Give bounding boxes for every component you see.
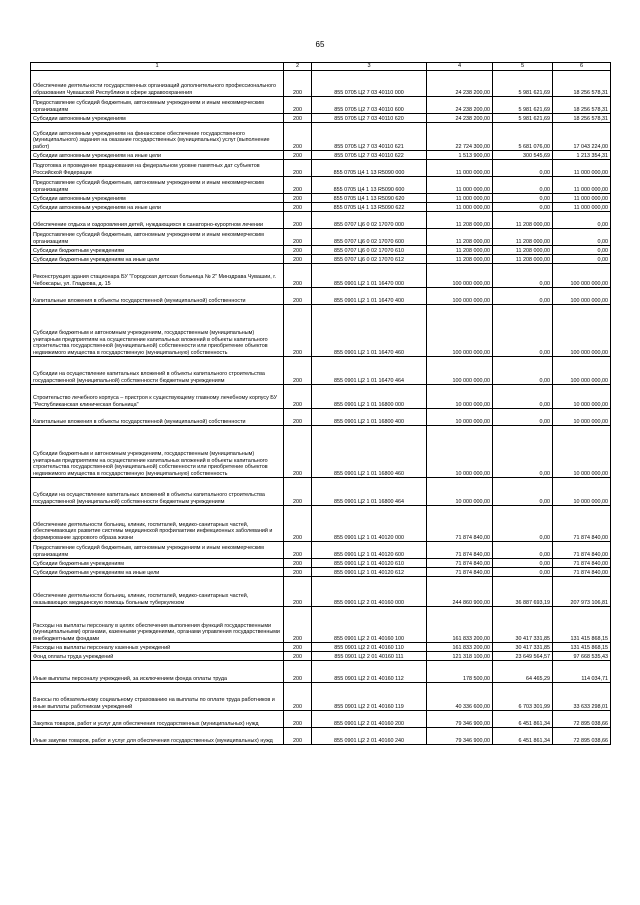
row-approved-amount-cell: 10 000 000,00 [427, 426, 493, 478]
row-remaining-amount-cell: 11 000 000,00 [553, 160, 611, 177]
table-row [31, 246, 611, 255]
row-code-cell: 200 [284, 357, 312, 385]
row-name-cell: Фонд оплаты труда учреждений [31, 652, 284, 661]
table-row [31, 212, 611, 229]
row-classification-cell: 855 0705 Ц2 7 03 40110 621 [312, 123, 427, 151]
row-code-cell: 200 [284, 409, 312, 426]
column-header: 1 [31, 63, 284, 71]
row-executed-amount-cell: 0,00 [493, 506, 553, 542]
row-remaining-amount-cell: 11 000 000,00 [553, 203, 611, 212]
table-row [31, 711, 611, 728]
row-remaining-amount-cell: 0,00 [553, 246, 611, 255]
row-executed-amount-cell: 11 208 000,00 [493, 229, 553, 246]
row-remaining-amount-cell: 0,00 [553, 255, 611, 264]
row-classification-cell: 855 0705 Ц2 7 03 40110 620 [312, 114, 427, 123]
row-executed-amount-cell: 6 451 861,34 [493, 711, 553, 728]
row-remaining-amount-cell: 18 256 578,31 [553, 97, 611, 114]
row-classification-cell: 855 0901 Ц2 1 01 16800 460 [312, 426, 427, 478]
row-approved-amount-cell: 11 208 000,00 [427, 255, 493, 264]
column-header: 3 [312, 63, 427, 71]
row-remaining-amount-cell: 10 000 000,00 [553, 385, 611, 409]
row-name-cell: Субсидии бюджетным учреждениям на иные цели [31, 568, 284, 577]
row-code-cell: 200 [284, 97, 312, 114]
table-row [31, 151, 611, 160]
row-classification-cell: 855 0901 Ц2 1 01 40120 600 [312, 542, 427, 559]
row-name-cell: Субсидии автономным учреждениям [31, 194, 284, 203]
row-approved-amount-cell: 10 000 000,00 [427, 409, 493, 426]
row-code-cell: 200 [284, 683, 312, 711]
table-row [31, 357, 611, 385]
row-executed-amount-cell: 5 981 621,69 [493, 97, 553, 114]
row-remaining-amount-cell: 71 874 840,00 [553, 559, 611, 568]
table-row [31, 559, 611, 568]
row-approved-amount-cell: 11 208 000,00 [427, 212, 493, 229]
row-approved-amount-cell: 1 513 900,00 [427, 151, 493, 160]
row-executed-amount-cell: 0,00 [493, 385, 553, 409]
row-code-cell: 200 [284, 212, 312, 229]
row-approved-amount-cell: 121 318 100,00 [427, 652, 493, 661]
row-name-cell: Расходы на выплаты персоналу казенных учреждений [31, 643, 284, 652]
table-row [31, 123, 611, 151]
row-classification-cell: 855 0901 Ц2 1 01 16470 400 [312, 288, 427, 305]
row-remaining-amount-cell: 71 874 840,00 [553, 542, 611, 559]
row-classification-cell: 855 0705 Ц4 1 13 R5090 620 [312, 194, 427, 203]
row-code-cell: 200 [284, 255, 312, 264]
row-remaining-amount-cell: 10 000 000,00 [553, 426, 611, 478]
row-executed-amount-cell: 0,00 [493, 542, 553, 559]
row-executed-amount-cell: 5 981 621,69 [493, 71, 553, 97]
row-name-cell: Подготовка и проведение празднования на федеральном уровне памятных дат субъектов Российской Федерации [31, 160, 284, 177]
table-header-row [31, 63, 611, 71]
column-header: 6 [553, 63, 611, 71]
column-header: 5 [493, 63, 553, 71]
row-executed-amount-cell: 0,00 [493, 357, 553, 385]
row-approved-amount-cell: 10 000 000,00 [427, 385, 493, 409]
budget-table [30, 62, 611, 745]
row-classification-cell: 855 0707 Ц6 0 02 17070 000 [312, 212, 427, 229]
row-classification-cell: 855 0901 Ц2 2 01 40160 111 [312, 652, 427, 661]
table-row [31, 255, 611, 264]
row-classification-cell: 855 0707 Ц6 0 02 17070 612 [312, 255, 427, 264]
row-approved-amount-cell: 11 208 000,00 [427, 229, 493, 246]
table-row [31, 229, 611, 246]
row-classification-cell: 855 0705 Ц2 7 03 40110 622 [312, 151, 427, 160]
row-code-cell: 200 [284, 288, 312, 305]
table-row [31, 114, 611, 123]
row-name-cell: Расходы на выплаты персоналу в целях обеспечения выполнения функций государственными (муниципальными) органами, казенными учреждениями, органами управления государственными внебюджетными фондами [31, 607, 284, 643]
row-name-cell: Строительство лечебного корпуса – пристроя к существующему главному лечебному корпусу БУ "Республиканская клиническая больница" [31, 385, 284, 409]
row-name-cell: Обеспечение деятельности больниц, клиник, госпиталей, медико-санитарных частей, оказывающих медицинскую помощь больным туберкулезом [31, 577, 284, 607]
row-executed-amount-cell: 5 681 076,00 [493, 123, 553, 151]
column-header: 4 [427, 63, 493, 71]
row-approved-amount-cell: 244 860 900,00 [427, 577, 493, 607]
row-name-cell: Предоставление субсидий бюджетным, автономным учреждениям и иным некоммерческим организациям [31, 542, 284, 559]
row-approved-amount-cell: 24 238 200,00 [427, 71, 493, 97]
row-approved-amount-cell: 22 724 300,00 [427, 123, 493, 151]
table-row [31, 568, 611, 577]
row-name-cell: Субсидии бюджетным учреждениям [31, 246, 284, 255]
row-code-cell: 200 [284, 478, 312, 506]
row-code-cell: 200 [284, 151, 312, 160]
row-classification-cell: 855 0901 Ц2 1 01 16470 000 [312, 264, 427, 288]
row-classification-cell: 855 0901 Ц2 1 01 16800 464 [312, 478, 427, 506]
table-row [31, 542, 611, 559]
row-remaining-amount-cell: 131 415 868,15 [553, 643, 611, 652]
row-classification-cell: 855 0705 Ц2 7 03 40110 000 [312, 71, 427, 97]
row-classification-cell: 855 0901 Ц2 2 01 40160 119 [312, 683, 427, 711]
row-name-cell: Субсидии на осуществление капитальных вложений в объекты капитального строительства государственной (муниципальной) собственности бюджетным учреждениям [31, 478, 284, 506]
row-remaining-amount-cell: 0,00 [553, 229, 611, 246]
row-executed-amount-cell: 0,00 [493, 568, 553, 577]
row-classification-cell: 855 0705 Ц4 1 13 R5090 600 [312, 177, 427, 194]
table-row [31, 478, 611, 506]
row-approved-amount-cell: 11 208 000,00 [427, 246, 493, 255]
row-remaining-amount-cell: 97 668 535,43 [553, 652, 611, 661]
row-executed-amount-cell: 0,00 [493, 305, 553, 357]
row-code-cell: 200 [284, 160, 312, 177]
table-row [31, 97, 611, 114]
row-classification-cell: 855 0901 Ц2 2 01 40160 112 [312, 661, 427, 683]
row-executed-amount-cell: 0,00 [493, 288, 553, 305]
row-classification-cell: 855 0705 Ц4 1 13 R5090 622 [312, 203, 427, 212]
row-name-cell: Субсидии бюджетным и автономным учреждениям, государственным (муниципальным) унитарным предприятиям на осуществление капитальных вложений в объекты капитального строительства государственной (муниципальной) собственности или приобретение объектов недвижимого имущества в государственную (муниципальную) собственность [31, 305, 284, 357]
table-row [31, 607, 611, 643]
row-remaining-amount-cell: 33 633 298,01 [553, 683, 611, 711]
row-executed-amount-cell: 0,00 [493, 160, 553, 177]
row-code-cell: 200 [284, 264, 312, 288]
row-code-cell: 200 [284, 385, 312, 409]
row-classification-cell: 855 0901 Ц2 1 01 16800 000 [312, 385, 427, 409]
row-approved-amount-cell: 11 000 000,00 [427, 194, 493, 203]
row-name-cell: Реконструкция здания стационара БУ "Городская детская больница № 2" Минздрава Чувашии, г. Чебоксары, ул. Гладкова, д. 15 [31, 264, 284, 288]
row-executed-amount-cell: 0,00 [493, 426, 553, 478]
row-remaining-amount-cell: 1 213 354,31 [553, 151, 611, 160]
row-approved-amount-cell: 40 336 600,00 [427, 683, 493, 711]
row-name-cell: Субсидии автономным учреждениям на иные цели [31, 203, 284, 212]
row-name-cell: Субсидии автономным учреждениям [31, 114, 284, 123]
row-code-cell: 200 [284, 661, 312, 683]
row-classification-cell: 855 0707 Ц6 0 02 17070 600 [312, 229, 427, 246]
row-classification-cell: 855 0901 Ц2 2 01 40160 100 [312, 607, 427, 643]
row-classification-cell: 855 0901 Ц2 1 01 40120 000 [312, 506, 427, 542]
table-row [31, 409, 611, 426]
row-executed-amount-cell: 23 649 564,57 [493, 652, 553, 661]
row-code-cell: 200 [284, 426, 312, 478]
page-number: 65 [315, 40, 325, 49]
row-approved-amount-cell: 10 000 000,00 [427, 478, 493, 506]
row-name-cell: Иные выплаты персоналу учреждений, за исключением фонда оплаты труда [31, 661, 284, 683]
row-code-cell: 200 [284, 123, 312, 151]
row-name-cell: Обеспечение отдыха и оздоровления детей, нуждающихся в санаторно-курортном лечении [31, 212, 284, 229]
row-executed-amount-cell: 11 208 000,00 [493, 255, 553, 264]
row-code-cell: 200 [284, 506, 312, 542]
row-approved-amount-cell: 24 238 200,00 [427, 97, 493, 114]
row-executed-amount-cell: 11 208 000,00 [493, 212, 553, 229]
table-row [31, 577, 611, 607]
row-executed-amount-cell: 5 981 621,69 [493, 114, 553, 123]
row-approved-amount-cell: 71 874 840,00 [427, 542, 493, 559]
row-code-cell: 200 [284, 711, 312, 728]
row-name-cell: Капитальные вложения в объекты государственной (муниципальной) собственности [31, 409, 284, 426]
row-executed-amount-cell: 0,00 [493, 177, 553, 194]
row-classification-cell: 855 0707 Ц6 0 02 17070 610 [312, 246, 427, 255]
row-classification-cell: 855 0901 Ц2 1 01 16800 400 [312, 409, 427, 426]
row-remaining-amount-cell: 0,00 [553, 212, 611, 229]
row-approved-amount-cell: 100 000 000,00 [427, 288, 493, 305]
table-row [31, 728, 611, 745]
row-name-cell: Субсидии бюджетным учреждениям на иные цели [31, 255, 284, 264]
row-classification-cell: 855 0901 Ц2 2 01 40160 110 [312, 643, 427, 652]
row-remaining-amount-cell: 11 000 000,00 [553, 194, 611, 203]
row-code-cell: 200 [284, 305, 312, 357]
row-executed-amount-cell: 0,00 [493, 194, 553, 203]
row-executed-amount-cell: 0,00 [493, 478, 553, 506]
row-remaining-amount-cell: 10 000 000,00 [553, 478, 611, 506]
table-row [31, 683, 611, 711]
row-classification-cell: 855 0705 Ц4 1 13 R5090 000 [312, 160, 427, 177]
column-header: 2 [284, 63, 312, 71]
table-row [31, 160, 611, 177]
row-remaining-amount-cell: 100 000 000,00 [553, 305, 611, 357]
row-executed-amount-cell: 30 417 331,85 [493, 607, 553, 643]
row-approved-amount-cell: 161 833 200,00 [427, 643, 493, 652]
row-remaining-amount-cell: 72 895 038,66 [553, 711, 611, 728]
row-executed-amount-cell: 6 451 861,34 [493, 728, 553, 745]
row-executed-amount-cell: 0,00 [493, 203, 553, 212]
row-name-cell: Обеспечение деятельности больниц, клиник, госпиталей, медико-санитарных частей, обеспечивающих развитие системы медицинской профилактики инфекционных заболеваний и формирование здорового образа жизни [31, 506, 284, 542]
row-name-cell: Субсидии бюджетным учреждениям [31, 559, 284, 568]
row-executed-amount-cell: 0,00 [493, 559, 553, 568]
row-code-cell: 200 [284, 71, 312, 97]
row-code-cell: 200 [284, 652, 312, 661]
row-classification-cell: 855 0901 Ц2 1 01 16470 464 [312, 357, 427, 385]
row-executed-amount-cell: 30 417 331,85 [493, 643, 553, 652]
row-name-cell: Обеспечение деятельности государственных организаций дополнительного профессионального образования Чувашской Республики в сфере здравоохранения [31, 71, 284, 97]
row-approved-amount-cell: 11 000 000,00 [427, 203, 493, 212]
row-remaining-amount-cell: 72 895 038,66 [553, 728, 611, 745]
row-name-cell: Закупка товаров, работ и услуг для обеспечения государственных (муниципальных) нужд [31, 711, 284, 728]
table-row [31, 177, 611, 194]
row-approved-amount-cell: 71 874 840,00 [427, 568, 493, 577]
table-row [31, 203, 611, 212]
table-row [31, 288, 611, 305]
table-row [31, 71, 611, 97]
table-row [31, 652, 611, 661]
row-executed-amount-cell: 0,00 [493, 264, 553, 288]
row-classification-cell: 855 0901 Ц2 1 01 40120 610 [312, 559, 427, 568]
row-approved-amount-cell: 161 833 200,00 [427, 607, 493, 643]
row-remaining-amount-cell: 17 043 224,00 [553, 123, 611, 151]
row-name-cell: Иные закупки товаров, работ и услуг для обеспечения государственных (муниципальных) нужд [31, 728, 284, 745]
table-row [31, 643, 611, 652]
row-code-cell: 200 [284, 577, 312, 607]
row-remaining-amount-cell: 131 415 868,15 [553, 607, 611, 643]
row-approved-amount-cell: 11 000 000,00 [427, 177, 493, 194]
row-executed-amount-cell: 64 465,29 [493, 661, 553, 683]
row-remaining-amount-cell: 18 256 578,31 [553, 71, 611, 97]
table-row [31, 264, 611, 288]
row-approved-amount-cell: 178 500,00 [427, 661, 493, 683]
row-name-cell: Взносы по обязательному социальному страхованию на выплаты по оплате труда работников и иные выплаты работникам учреждений [31, 683, 284, 711]
table-row [31, 194, 611, 203]
row-approved-amount-cell: 71 874 840,00 [427, 506, 493, 542]
table-row [31, 305, 611, 357]
table-row [31, 385, 611, 409]
row-approved-amount-cell: 100 000 000,00 [427, 357, 493, 385]
row-name-cell: Предоставление субсидий бюджетным, автономным учреждениям и иным некоммерческим организациям [31, 229, 284, 246]
row-approved-amount-cell: 11 000 000,00 [427, 160, 493, 177]
row-code-cell: 200 [284, 568, 312, 577]
row-approved-amount-cell: 79 346 900,00 [427, 711, 493, 728]
row-classification-cell: 855 0901 Ц2 1 01 16470 460 [312, 305, 427, 357]
row-code-cell: 200 [284, 177, 312, 194]
row-remaining-amount-cell: 207 973 106,81 [553, 577, 611, 607]
row-name-cell: Субсидии на осуществление капитальных вложений в объекты капитального строительства государственной (муниципальной) собственности бюджетным учреждениям [31, 357, 284, 385]
row-code-cell: 200 [284, 203, 312, 212]
row-name-cell: Предоставление субсидий бюджетным, автономным учреждениям и иным некоммерческим организациям [31, 97, 284, 114]
row-classification-cell: 855 0901 Ц2 2 01 40160 000 [312, 577, 427, 607]
row-code-cell: 200 [284, 246, 312, 255]
row-executed-amount-cell: 300 545,69 [493, 151, 553, 160]
row-remaining-amount-cell: 114 034,71 [553, 661, 611, 683]
row-remaining-amount-cell: 100 000 000,00 [553, 288, 611, 305]
row-code-cell: 200 [284, 607, 312, 643]
row-approved-amount-cell: 79 346 900,00 [427, 728, 493, 745]
row-remaining-amount-cell: 100 000 000,00 [553, 357, 611, 385]
row-code-cell: 200 [284, 194, 312, 203]
row-code-cell: 200 [284, 542, 312, 559]
row-remaining-amount-cell: 71 874 840,00 [553, 568, 611, 577]
row-code-cell: 200 [284, 114, 312, 123]
row-name-cell: Субсидии бюджетным и автономным учреждениям, государственным (муниципальным) унитарным предприятиям на осуществление капитальных вложений в объекты капитального строительства государственной (муниципальной) собственности или приобретение объектов недвижимого имущества в государственную (муниципальную) собственность [31, 426, 284, 478]
row-classification-cell: 855 0901 Ц2 2 01 40160 240 [312, 728, 427, 745]
row-name-cell: Субсидии автономным учреждениям на иные цели [31, 151, 284, 160]
row-name-cell: Предоставление субсидий бюджетным, автономным учреждениям и иным некоммерческим организациям [31, 177, 284, 194]
row-executed-amount-cell: 6 703 301,99 [493, 683, 553, 711]
row-name-cell: Субсидии автономным учреждениям на финансовое обеспечение государственного (муниципального) задания на оказание государственных (муниципальных) услуг (выполнение работ) [31, 123, 284, 151]
row-code-cell: 200 [284, 229, 312, 246]
row-remaining-amount-cell: 18 256 578,31 [553, 114, 611, 123]
row-classification-cell: 855 0705 Ц2 7 03 40110 600 [312, 97, 427, 114]
row-classification-cell: 855 0901 Ц2 2 01 40160 200 [312, 711, 427, 728]
row-remaining-amount-cell: 10 000 000,00 [553, 409, 611, 426]
table-row [31, 506, 611, 542]
row-remaining-amount-cell: 71 874 840,00 [553, 506, 611, 542]
row-executed-amount-cell: 0,00 [493, 409, 553, 426]
row-classification-cell: 855 0901 Ц2 1 01 40120 612 [312, 568, 427, 577]
row-approved-amount-cell: 24 238 200,00 [427, 114, 493, 123]
row-code-cell: 200 [284, 643, 312, 652]
row-name-cell: Капитальные вложения в объекты государственной (муниципальной) собственности [31, 288, 284, 305]
row-remaining-amount-cell: 100 000 000,00 [553, 264, 611, 288]
row-remaining-amount-cell: 11 000 000,00 [553, 177, 611, 194]
row-code-cell: 200 [284, 559, 312, 568]
table-row [31, 426, 611, 478]
row-approved-amount-cell: 100 000 000,00 [427, 264, 493, 288]
table-body [31, 71, 611, 745]
row-executed-amount-cell: 36 887 693,19 [493, 577, 553, 607]
row-approved-amount-cell: 100 000 000,00 [427, 305, 493, 357]
row-code-cell: 200 [284, 728, 312, 745]
row-executed-amount-cell: 11 208 000,00 [493, 246, 553, 255]
table-row [31, 661, 611, 683]
row-approved-amount-cell: 71 874 840,00 [427, 559, 493, 568]
